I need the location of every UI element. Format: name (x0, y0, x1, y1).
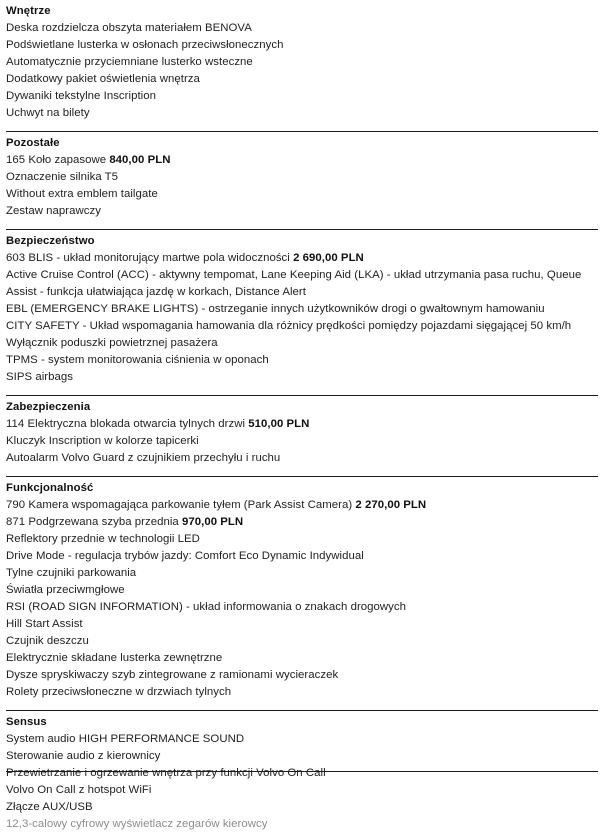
equipment-item (6, 667, 598, 684)
equipment-item-label: Rolety przeciwsłoneczne w drzwiach tylnych (6, 686, 232, 698)
equipment-item-label: Hill Start Assist (6, 618, 83, 630)
equipment-item-label: System audio HIGH PERFORMANCE SOUND (6, 733, 245, 745)
equipment-item (6, 616, 598, 633)
equipment-item (6, 650, 598, 667)
section-spacer (6, 701, 598, 710)
equipment-item-label: Without extra emblem tailgate (6, 188, 158, 200)
equipment-item (6, 88, 598, 105)
equipment-item (6, 369, 598, 386)
section-header-bezpieczenstwo: Bezpieczeństwo (6, 235, 95, 247)
equipment-item (6, 37, 598, 54)
equipment-item-label: Dysze spryskiwaczy szyb zintegrowane z ramionami wycieraczek (6, 669, 339, 681)
equipment-item-label: Automatycznie przyciemniane lusterko wsteczne (6, 56, 253, 68)
equipment-item (6, 152, 598, 169)
equipment-item-label: Active Cruise Control (ACC) - aktywny tempomat, Lane Keeping Aid (LKA) - układ utrzymania pasa ruchu, Queue Assist - funkcja ułatwiająca jazdę w korkach, Distance Alert (6, 269, 582, 298)
equipment-item-label: CITY SAFETY - Układ wspomagania hamowania dla różnicy prędkości pomiędzy pojazdami sięgającej 50 km/h (6, 320, 572, 332)
equipment-item-label: Wyłącznik poduszki powietrznej pasażera (6, 337, 218, 349)
equipment-item (6, 250, 598, 267)
equipment-item-label: 603 BLIS - układ monitorujący martwe pola widoczności (6, 252, 294, 264)
equipment-item-label: Światła przeciwmgłowe (6, 584, 125, 596)
equipment-item-label: Volvo On Call z hotspot WiFi (6, 784, 152, 796)
equipment-item (6, 599, 598, 616)
equipment-item (6, 684, 598, 701)
section-header-zabezpieczenia: Zabezpieczenia (6, 401, 91, 413)
equipment-item (6, 782, 598, 799)
equipment-item-label: 790 Kamera wspomagająca parkowanie tyłem (Park Assist Camera) (6, 499, 356, 511)
equipment-item-label: Złącze AUX/USB (6, 801, 93, 813)
section-zabezpieczenia (6, 395, 598, 467)
equipment-item-label: TPMS - system monitorowania ciśnienia w oponach (6, 354, 269, 366)
equipment-item (6, 20, 598, 37)
sections-container (6, 0, 598, 833)
equipment-item-label: Dywaniki tekstylne Inscription (6, 90, 156, 102)
equipment-item (6, 731, 598, 748)
equipment-item-label: Sterowanie audio z kierownicy (6, 750, 161, 762)
equipment-item (6, 548, 598, 565)
section-spacer (6, 122, 598, 131)
equipment-item (6, 765, 598, 782)
equipment-item-label: RSI (ROAD SIGN INFORMATION) - układ informowania o znakach drogowych (6, 601, 407, 613)
section-bezpieczenstwo (6, 229, 598, 386)
equipment-item (6, 497, 598, 514)
equipment-item-price: 2 270,00 PLN (355, 499, 427, 511)
equipment-item-price: 2 690,00 PLN (293, 252, 364, 264)
section-pozostale (6, 131, 598, 220)
equipment-item (6, 799, 598, 816)
equipment-item-label: Drive Mode - regulacja trybów jazdy: Comfort Eco Dynamic Indywidual (6, 550, 364, 562)
equipment-item (6, 301, 598, 318)
equipment-item (6, 748, 598, 765)
equipment-item-label: Deska rozdzielcza obszyta materiałem BENOVA (6, 22, 252, 34)
equipment-item (6, 335, 598, 352)
equipment-item-label: Uchwyt na bilety (6, 107, 90, 119)
equipment-item-label: EBL (EMERGENCY BRAKE LIGHTS) - ostrzeganie innych użytkowników drogi o gwałtownym hamowaniu (6, 303, 545, 315)
equipment-item-label: Czujnik deszczu (6, 635, 89, 647)
section-spacer (6, 467, 598, 476)
equipment-item-label: Przewietrzanie i ogrzewanie wnętrza przy funkcji Volvo On Call (6, 767, 326, 779)
equipment-item (6, 450, 598, 467)
equipment-item (6, 203, 598, 220)
equipment-item (6, 416, 598, 433)
equipment-item (6, 267, 598, 301)
equipment-item (6, 352, 598, 369)
equipment-item-label: 114 Elektryczna blokada otwarcia tylnych drzwi (6, 418, 249, 430)
equipment-item-label: Tylne czujniki parkowania (6, 567, 137, 579)
equipment-item (6, 318, 598, 335)
equipment-item (6, 71, 598, 88)
equipment-item-label: Kluczyk Inscription w kolorze tapicerki (6, 435, 199, 447)
section-header-funkcjonalnosc: Funkcjonalność (6, 482, 94, 494)
section-funkcjonalnosc (6, 476, 598, 701)
equipment-item-label: 165 Koło zapasowe (6, 154, 110, 166)
equipment-item-label: SIPS airbags (6, 371, 73, 383)
equipment-item (6, 186, 598, 203)
equipment-item-price: 840,00 PLN (109, 154, 171, 166)
equipment-item-label: Reflektory przednie w technologii LED (6, 533, 200, 545)
equipment-item-label: Dodatkowy pakiet oświetlenia wnętrza (6, 73, 200, 85)
equipment-item-label: 871 Podgrzewana szyba przednia (6, 516, 183, 528)
section-header-sensus: Sensus (6, 716, 47, 728)
equipment-item (6, 816, 598, 833)
equipment-item (6, 169, 598, 186)
equipment-item-label: Zestaw naprawczy (6, 205, 101, 217)
equipment-item (6, 565, 598, 582)
section-spacer (6, 220, 598, 229)
section-header-wnetrze: Wnętrze (6, 5, 51, 17)
equipment-item-label: Elektrycznie składane lusterka zewnętrzne (6, 652, 223, 664)
section-wnetrze (6, 0, 598, 122)
equipment-item-price: 510,00 PLN (248, 418, 310, 430)
equipment-item (6, 105, 598, 122)
equipment-item (6, 633, 598, 650)
equipment-item (6, 433, 598, 450)
equipment-item (6, 531, 598, 548)
equipment-item-price: 970,00 PLN (182, 516, 244, 528)
section-header-pozostale: Pozostałe (6, 137, 60, 149)
equipment-item-label: 12,3-calowy cyfrowy wyświetlacz zegarów kierowcy (6, 818, 268, 830)
equipment-item (6, 514, 598, 531)
equipment-item-label: Oznaczenie silnika T5 (6, 171, 119, 183)
equipment-item-label: Podświetlane lusterka w osłonach przeciwsłonecznych (6, 39, 284, 51)
equipment-item-label: Autoalarm Volvo Guard z czujnikiem przechyłu i ruchu (6, 452, 281, 464)
equipment-item (6, 582, 598, 599)
section-spacer (6, 386, 598, 395)
equipment-item (6, 54, 598, 71)
